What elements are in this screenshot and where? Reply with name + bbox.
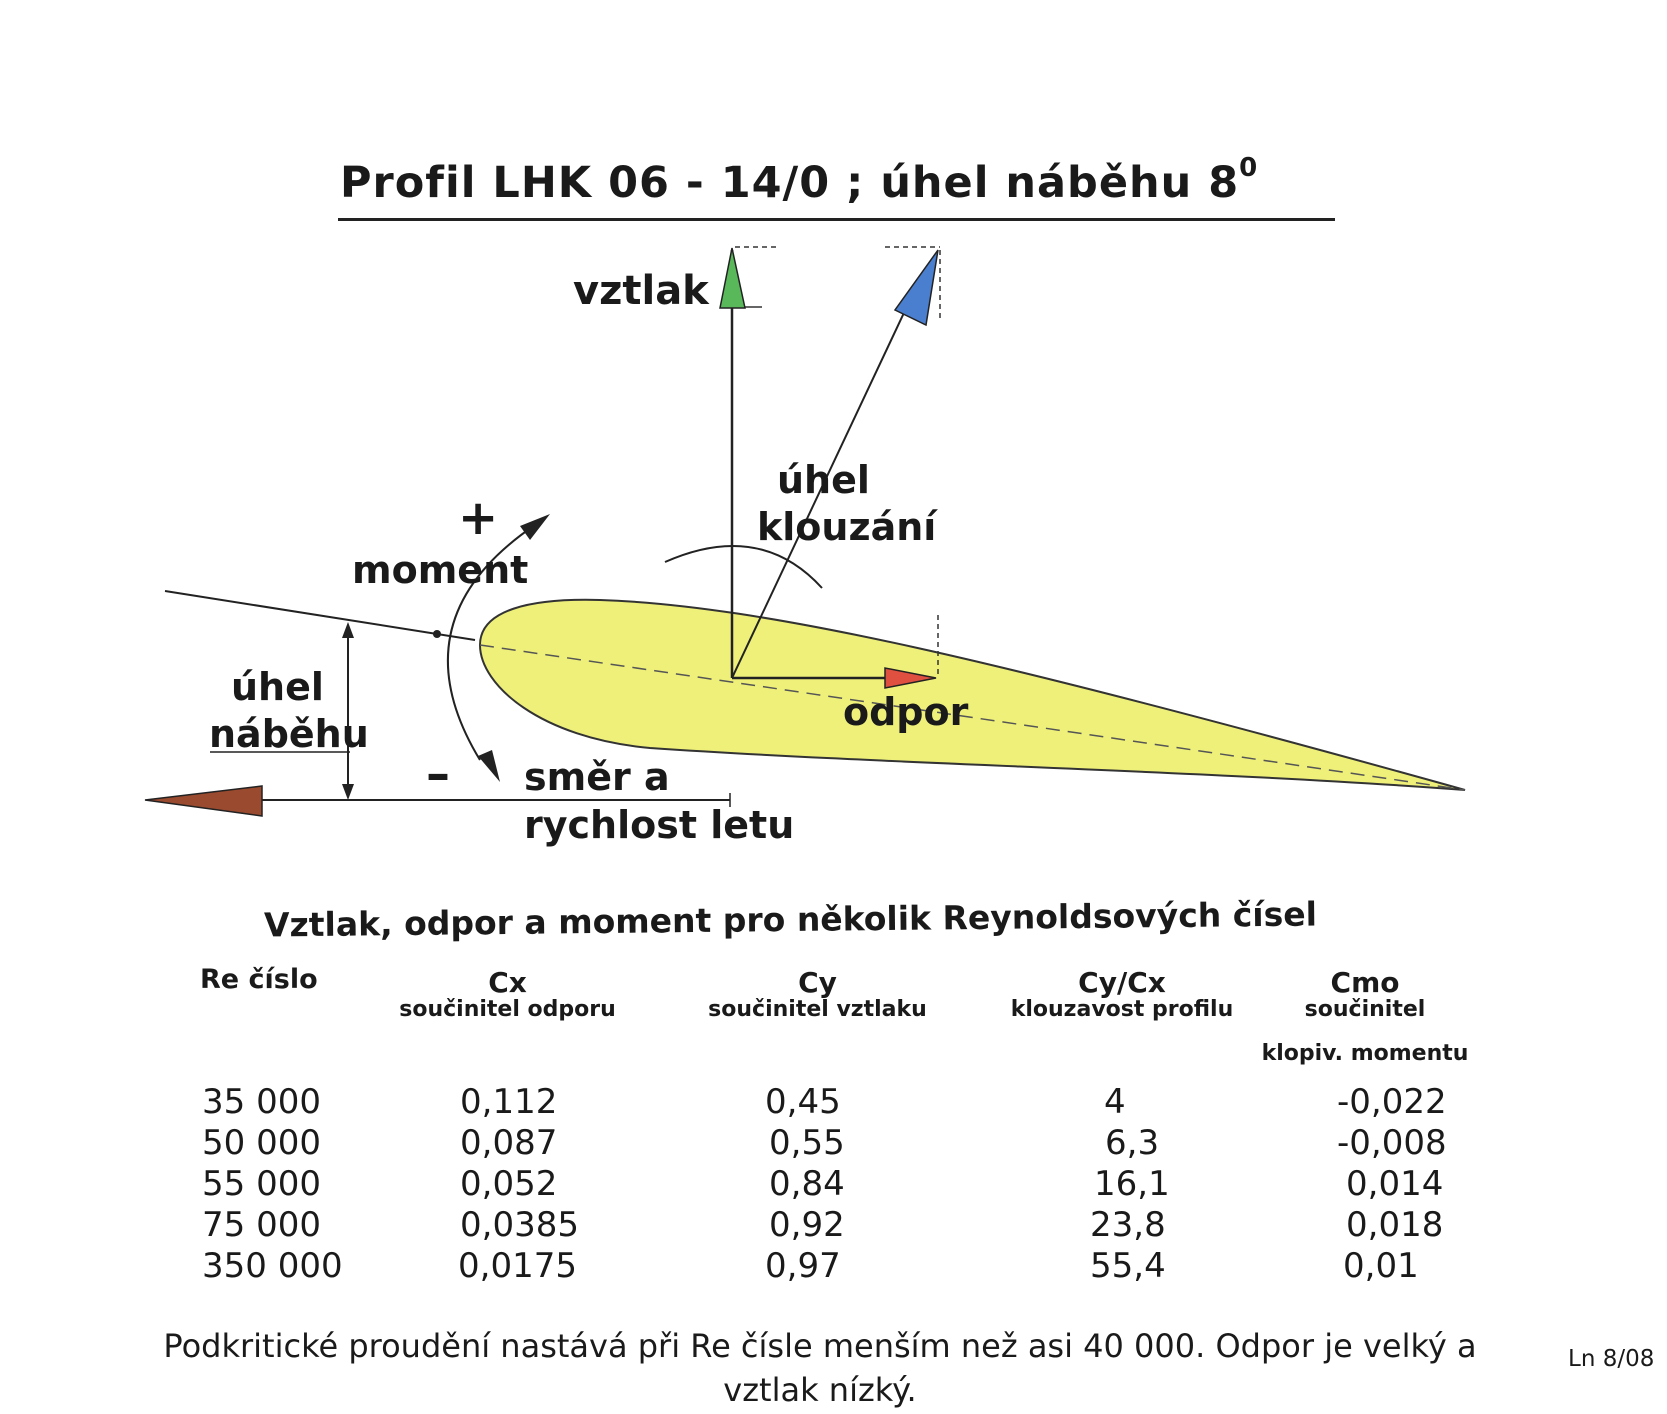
cell-cx: 0,0385 — [460, 1205, 579, 1245]
header-cx — [395, 968, 620, 1022]
resultant-arrowhead — [895, 250, 938, 325]
footnote: Podkritické proudění nastává při Re čísle menším než asi 40 000. Odpor je velký a vztlak nízký. — [163, 1327, 1477, 1409]
cell-cm: -0,008 — [1337, 1123, 1447, 1163]
cell-cy: 0,84 — [769, 1164, 845, 1204]
cell-cy: 0,92 — [769, 1205, 845, 1245]
cell-cycx: 16,1 — [1094, 1164, 1170, 1204]
drag-label: odpor — [843, 690, 969, 734]
moment-minus-arrowhead — [478, 750, 500, 782]
aoa-label-1: úhel — [231, 665, 324, 709]
cell-re: 75 000 — [202, 1205, 321, 1245]
header-cm-desc2: klopiv. momentu — [1261, 1041, 1469, 1066]
header-cm — [1250, 968, 1480, 1066]
cell-cm: -0,022 — [1337, 1082, 1447, 1122]
header-cx-symbol: Cx — [488, 966, 527, 999]
cell-cycx: 55,4 — [1090, 1246, 1166, 1286]
cell-cm: 0,01 — [1343, 1246, 1419, 1286]
cell-cy: 0,55 — [769, 1123, 845, 1163]
cell-re: 50 000 — [202, 1123, 321, 1163]
reference-code: Ln 8/08 — [1568, 1346, 1655, 1372]
header-cy — [705, 968, 930, 1022]
header-re — [200, 965, 318, 995]
cell-cx: 0,0175 — [458, 1246, 577, 1286]
moment-minus-label: – — [426, 746, 450, 802]
aoa-arrowhead-bottom — [342, 784, 354, 800]
header-cx-desc: součinitel odporu — [399, 997, 616, 1022]
cell-re: 350 000 — [202, 1246, 343, 1286]
header-cy-symbol: Cy — [798, 966, 837, 999]
cell-cx: 0,052 — [460, 1164, 558, 1204]
header-re-label: Re číslo — [200, 964, 318, 995]
cell-cy: 0,97 — [765, 1246, 841, 1286]
lift-arrowhead — [720, 248, 745, 308]
cell-cycx: 23,8 — [1090, 1205, 1166, 1245]
table-title: Vztlak, odpor a moment pro několik Reynoldsových čísel — [263, 894, 1318, 945]
flight-direction-arrowhead — [145, 786, 262, 816]
header-cm-symbol: Cmo — [1330, 966, 1400, 999]
cell-cycx: 4 — [1104, 1082, 1126, 1122]
header-cy-desc: součinitel vztlaku — [708, 997, 927, 1022]
header-cm-desc: součinitel — [1304, 997, 1426, 1022]
header-cycx — [1002, 968, 1242, 1022]
aoa-arrowhead-top — [342, 622, 354, 638]
moment-label: moment — [352, 548, 529, 592]
moment-point — [433, 630, 441, 638]
title-degree: 0 — [1239, 152, 1259, 183]
title-text: Profil LHK 06 - 14/0 ; úhel náběhu 8 — [340, 158, 1240, 208]
cell-re: 55 000 — [202, 1164, 321, 1204]
direction-label-1: směr a — [524, 755, 670, 799]
glide-angle-label-1: úhel — [777, 458, 870, 502]
cell-cm: 0,018 — [1346, 1205, 1444, 1245]
glide-angle-label-2: klouzání — [757, 505, 937, 549]
cell-re: 35 000 — [202, 1082, 321, 1122]
lift-label: vztlak — [573, 268, 709, 314]
aoa-label-2: náběhu — [209, 712, 369, 756]
header-cycx-desc: klouzavost profilu — [1010, 997, 1234, 1022]
cell-cx: 0,087 — [460, 1123, 558, 1163]
cell-cx: 0,112 — [460, 1082, 558, 1122]
header-cycx-symbol: Cy/Cx — [1078, 966, 1166, 999]
cell-cm: 0,014 — [1346, 1164, 1444, 1204]
direction-label-2: rychlost letu — [524, 803, 795, 847]
moment-plus-label: + — [458, 490, 499, 546]
reference-line — [165, 591, 475, 640]
cell-cycx: 6,3 — [1105, 1123, 1160, 1163]
glide-angle-arc — [665, 546, 822, 588]
moment-plus-arrowhead — [520, 514, 550, 540]
cell-cy: 0,45 — [765, 1082, 841, 1122]
